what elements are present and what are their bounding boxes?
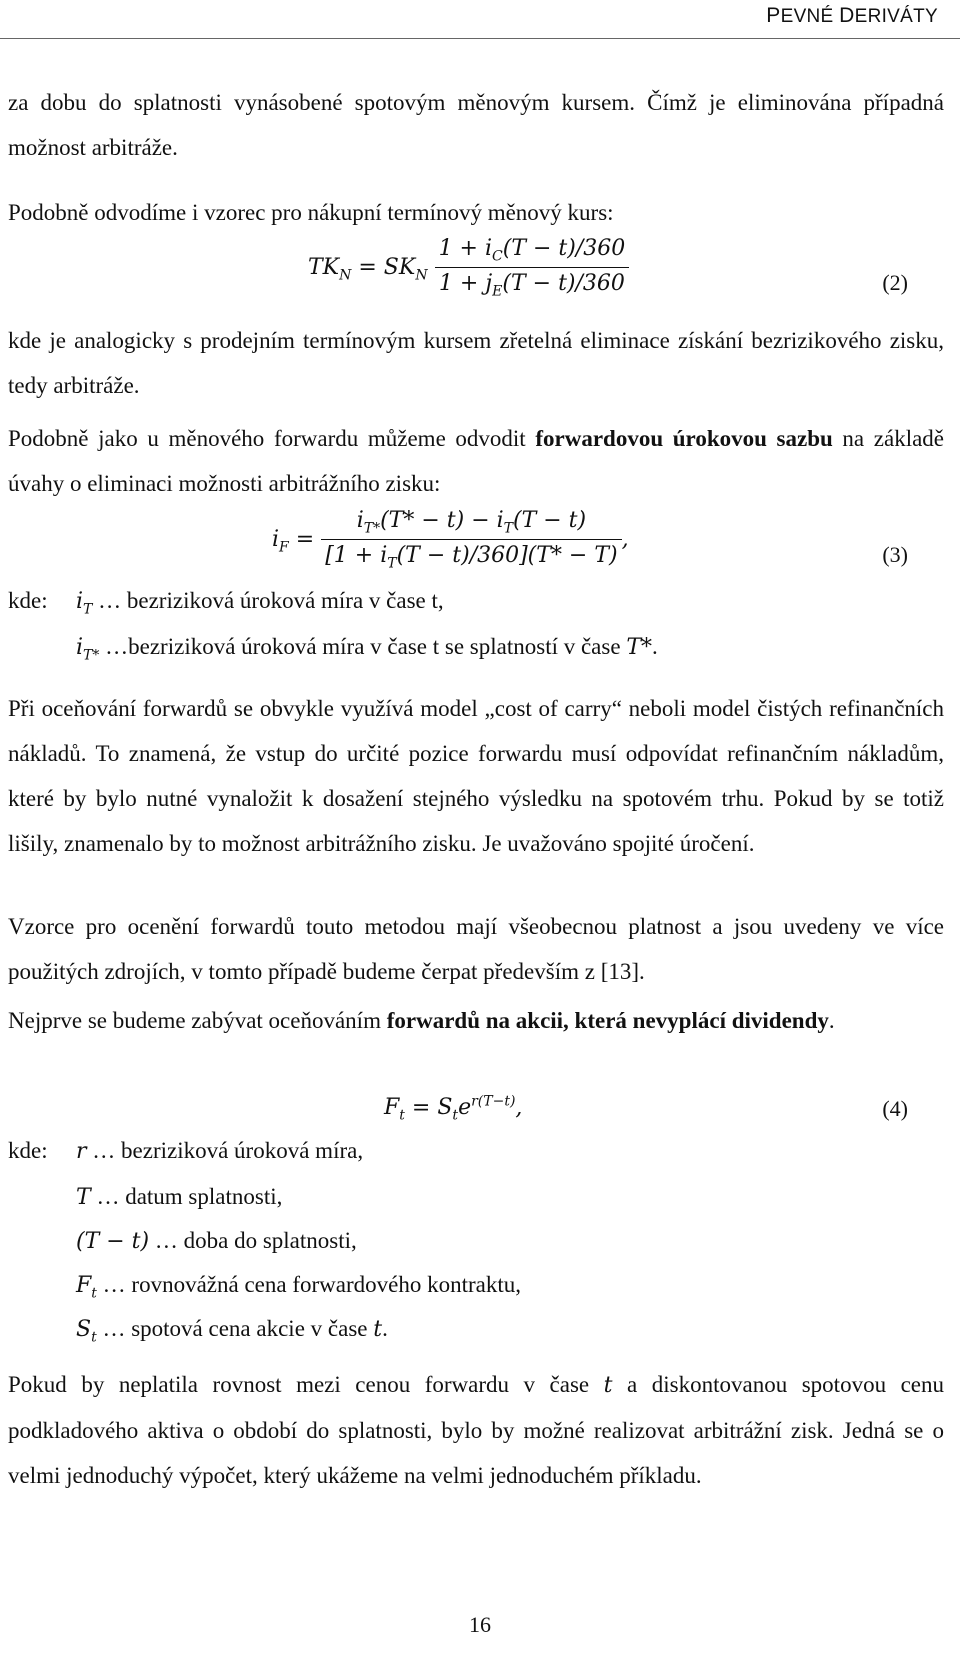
equation-4: $F_t = S_te^{r(T-t)}$, <box>384 1094 523 1124</box>
running-header <box>766 4 938 28</box>
definition-T: T … datum splatnosti, <box>76 1184 283 1210</box>
definitions-label-1: kde: <box>8 588 48 613</box>
paragraph-4: Podobně jako u měnového forwardu můžeme odvodit forwardovou úrokovou sazbu na základě úvahy o eliminaci možnosti arbitrážního zisku: <box>8 426 944 496</box>
page-number: 16 <box>469 1612 491 1637</box>
definition-i-Tstar: $i_{T*}$ …bezriziková úroková míra v čase t se splatností v čase T*. <box>76 634 658 664</box>
eq2-lhs: $TK_N$ <box>308 254 352 284</box>
equation-number-3: (3) <box>882 542 908 567</box>
paragraph-8: Pokud by neplatila rovnost mezi cenou forwardu v čase t a diskontovanou spotovou cenu podkladového aktiva o období do splatnosti, bylo by možné realizovat arbitrážní zisk. Jedná se o velmi jednoduchý výpočet, který ukážeme na velmi jednoduchém příkladu. <box>8 1372 945 1488</box>
header-rest-2: ERIVÁTY <box>854 6 938 27</box>
eq2-fraction: $\frac{1 + i_C(T - t)/360}{1 + j_E(T - t)/360}$ <box>435 236 630 300</box>
equation-number-2: (2) <box>882 270 908 295</box>
paragraph-5: Při oceňování forwardů se obvykle využívá model „cost of carry“ neboli model čistých refinančních nákladů. To znamená, že vstup do určité pozice forwardu musí odpovídat refinančním nákladům, které by bylo nutné vynaložit k dosažení stejného výsledku na spotovém trhu. Pokud by se totiž lišily, znamenalo by to možnost arbitrážního zisku. Je uvažováno spojité úročení. <box>8 696 944 856</box>
equation-2: $TK_N = SK_N$ $\frac{1 + i_C(T - t)/360}{1 + j_E(T - t)/360}$ <box>308 236 629 300</box>
eq3-fraction: $\frac{i_{T*}(T* - t) - i_T(T - t)}{[1 + i_T(T - t)/360](T* - T)}$ <box>321 508 621 572</box>
eq2-rhs: $SK_N$ <box>383 254 428 284</box>
paragraph-1: za dobu do splatnosti vynásobené spotovým měnovým kursem. Čímž je eliminována případná možnost arbitráže. <box>8 90 944 160</box>
bold-forward-rate: forwardovou úrokovou sazbu <box>535 426 833 451</box>
eq3-lhs: $i_F$ <box>272 526 289 556</box>
paragraph-7: Nejprve se budeme zabývat oceňováním forwardů na akcii, která nevyplácí dividendy. <box>8 1008 835 1033</box>
paragraph-3: kde je analogicky s prodejním termínovým kursem zřetelná eliminace získání bezrizikového zisku, tedy arbitráže. <box>8 328 944 398</box>
definition-S-t: $S_t$ … spotová cena akcie v čase t. <box>76 1316 388 1346</box>
header-cap-1: P <box>766 4 781 27</box>
definition-r: r … bezriziková úroková míra, <box>76 1138 364 1164</box>
header-cap-2: D <box>839 4 855 27</box>
definitions-label-2: kde: <box>8 1138 48 1163</box>
paragraph-6: Vzorce pro ocenění forwardů touto metodou mají všeobecnou platnost a jsou uvedeny ve více použitých zdrojích, v tomto případě budeme čerpat především z [13]. <box>8 914 944 984</box>
paragraph-2: Podobně odvodíme i vzorec pro nákupní termínový měnový kurs: <box>8 200 614 225</box>
definition-i-T: $i_T$ … bezriziková úroková míra v čase t, <box>76 588 444 618</box>
header-rule <box>0 38 960 39</box>
definition-T-minus-t: (T − t) … doba do splatnosti, <box>76 1228 357 1254</box>
equation-number-4: (4) <box>882 1096 908 1121</box>
equation-3: $i_F$ = $\frac{i_{T*}(T* - t) - i_T(T - t)}{[1 + i_T(T - t)/360](T* - T)}$ , <box>272 508 629 572</box>
definition-F-t: $F_t$ … rovnovážná cena forwardového kontraktu, <box>76 1272 521 1302</box>
bold-forward-on-stock: forwardů na akcii, která nevyplácí dividendy <box>386 1008 829 1033</box>
header-rest-1: EVNÉ <box>780 6 840 27</box>
